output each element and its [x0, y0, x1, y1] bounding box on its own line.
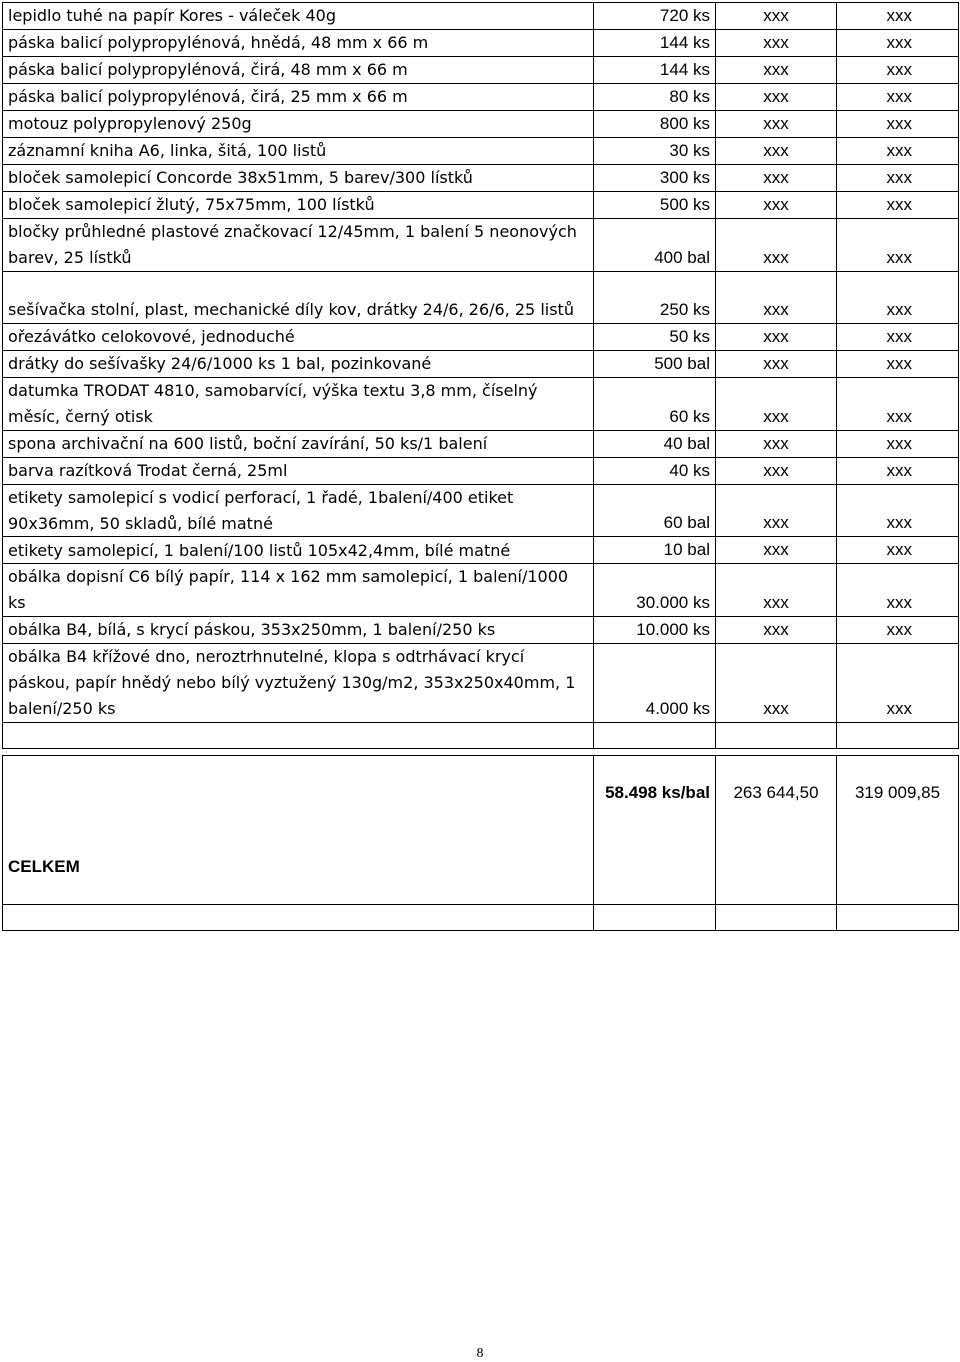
item-unit-price: xxx [716, 57, 837, 84]
table-row [3, 192, 959, 219]
items-table-body [3, 3, 959, 723]
table-row [3, 350, 959, 377]
item-description: lepidlo tuhé na papír Kores - váleček 40g [3, 3, 594, 30]
item-quantity: 800 ks [594, 111, 716, 138]
table-row [3, 377, 959, 430]
item-total-price: xxx [837, 57, 959, 84]
table-row [3, 644, 959, 723]
table-row [3, 111, 959, 138]
item-quantity: 10 bal [594, 537, 716, 564]
summary-row [3, 755, 959, 904]
section-gap [3, 748, 959, 755]
item-total-price: xxx [837, 457, 959, 484]
table-row [3, 323, 959, 350]
item-total-price: xxx [837, 165, 959, 192]
item-quantity: 720 ks [594, 3, 716, 30]
item-quantity: 144 ks [594, 30, 716, 57]
item-total-price: xxx [837, 192, 959, 219]
item-total-price: xxx [837, 430, 959, 457]
table-row [3, 219, 959, 272]
page-number: 8 [476, 1346, 484, 1361]
item-quantity: 60 bal [594, 484, 716, 537]
gap-cell [837, 748, 959, 755]
item-quantity: 40 bal [594, 430, 716, 457]
item-description: páska balicí polypropylénová, čirá, 48 mm x 66 m [3, 57, 594, 84]
item-total-price: xxx [837, 84, 959, 111]
item-description: záznamní kniha A6, linka, šitá, 100 listů [3, 138, 594, 165]
item-quantity: 144 ks [594, 57, 716, 84]
item-quantity: 30.000 ks [594, 564, 716, 617]
gap-cell [716, 748, 837, 755]
item-description: bločky průhledné plastové značkovací 12/45mm, 1 balení 5 neonových barev, 25 lístků [3, 219, 594, 272]
item-quantity: 40 ks [594, 457, 716, 484]
item-description: datumka TRODAT 4810, samobarvící, výška textu 3,8 mm, číselný měsíc, černý otisk [3, 377, 594, 430]
item-description: etikety samolepicí s vodicí perforací, 1 řadé, 1balení/400 etiket 90x36mm, 50 skladů, bílé matné [3, 484, 594, 537]
item-unit-price: xxx [716, 484, 837, 537]
item-unit-price: xxx [716, 271, 837, 323]
empty-cell [837, 722, 959, 748]
item-total-price: xxx [837, 617, 959, 644]
table-row [3, 138, 959, 165]
item-description: páska balicí polypropylénová, hnědá, 48 mm x 66 m [3, 30, 594, 57]
empty-row [3, 722, 959, 748]
item-quantity: 10.000 ks [594, 617, 716, 644]
item-unit-price: xxx [716, 377, 837, 430]
item-description: bloček samolepicí Concorde 38x51mm, 5 barev/300 lístků [3, 165, 594, 192]
item-total-price: xxx [837, 350, 959, 377]
item-unit-price: xxx [716, 323, 837, 350]
item-description: bloček samolepicí žlutý, 75x75mm, 100 lístků [3, 192, 594, 219]
table-row [3, 537, 959, 564]
item-description: obálka B4 křížové dno, neroztrhnutelné, klopa s odtrhávací krycí páskou, papír hnědý nebo bílý vyztužený 130g/m2, 353x250x40mm, 1 balení/250 ks [3, 644, 594, 723]
item-unit-price: xxx [716, 219, 837, 272]
item-description: ořezávátko celokovové, jednoduché [3, 323, 594, 350]
item-total-price: xxx [837, 377, 959, 430]
item-quantity: 300 ks [594, 165, 716, 192]
table-row [3, 564, 959, 617]
empty-cell [594, 722, 716, 748]
summary-price-total: 263 644,50 [716, 755, 837, 904]
item-unit-price: xxx [716, 84, 837, 111]
empty-cell [837, 904, 959, 930]
gap-cell [594, 748, 716, 755]
item-unit-price: xxx [716, 192, 837, 219]
item-total-price: xxx [837, 30, 959, 57]
item-description: motouz polypropylenový 250g [3, 111, 594, 138]
table-row [3, 30, 959, 57]
table-row [3, 457, 959, 484]
summary-quantity: 58.498 ks/bal [594, 755, 716, 904]
item-unit-price: xxx [716, 537, 837, 564]
item-total-price: xxx [837, 644, 959, 723]
item-quantity: 30 ks [594, 138, 716, 165]
item-quantity: 250 ks [594, 271, 716, 323]
item-description: drátky do sešívašky 24/6/1000 ks 1 bal, pozinkované [3, 350, 594, 377]
item-description: sešívačka stolní, plast, mechanické díly kov, drátky 24/6, 26/6, 25 listů [3, 271, 594, 323]
table-row [3, 430, 959, 457]
table-row [3, 617, 959, 644]
item-total-price: xxx [837, 3, 959, 30]
item-unit-price: xxx [716, 165, 837, 192]
item-description: obálka B4, bílá, s krycí páskou, 353x250mm, 1 balení/250 ks [3, 617, 594, 644]
item-unit-price: xxx [716, 564, 837, 617]
item-description: spona archivační na 600 listů, boční zavírání, 50 ks/1 balení [3, 430, 594, 457]
empty-cell [3, 722, 594, 748]
item-quantity: 60 ks [594, 377, 716, 430]
summary-label: CELKEM [3, 755, 594, 904]
gap-cell [3, 748, 594, 755]
item-total-price: xxx [837, 323, 959, 350]
item-total-price: xxx [837, 271, 959, 323]
item-unit-price: xxx [716, 617, 837, 644]
item-unit-price: xxx [716, 138, 837, 165]
item-quantity: 500 ks [594, 192, 716, 219]
item-total-price: xxx [837, 564, 959, 617]
item-quantity: 400 bal [594, 219, 716, 272]
item-total-price: xxx [837, 537, 959, 564]
item-unit-price: xxx [716, 644, 837, 723]
empty-cell [3, 904, 594, 930]
empty-cell [716, 722, 837, 748]
item-description: etikety samolepicí, 1 balení/100 listů 105x42,4mm, bílé matné [3, 537, 594, 564]
item-total-price: xxx [837, 484, 959, 537]
table-row [3, 57, 959, 84]
empty-cell [594, 904, 716, 930]
empty-row [3, 904, 959, 930]
item-quantity: 4.000 ks [594, 644, 716, 723]
item-unit-price: xxx [716, 3, 837, 30]
item-quantity: 80 ks [594, 84, 716, 111]
item-description: obálka dopisní C6 bílý papír, 114 x 162 mm samolepicí, 1 balení/1000 ks [3, 564, 594, 617]
item-unit-price: xxx [716, 30, 837, 57]
summary-section [3, 722, 959, 930]
table-row [3, 3, 959, 30]
item-unit-price: xxx [716, 457, 837, 484]
table-row [3, 484, 959, 537]
item-unit-price: xxx [716, 430, 837, 457]
item-description: páska balicí polypropylénová, čirá, 25 mm x 66 m [3, 84, 594, 111]
item-total-price: xxx [837, 111, 959, 138]
item-total-price: xxx [837, 138, 959, 165]
items-table [2, 2, 959, 931]
summary-total-with-vat: 319 009,85 [837, 755, 959, 904]
item-total-price: xxx [837, 219, 959, 272]
table-row [3, 165, 959, 192]
table-row [3, 271, 959, 323]
item-unit-price: xxx [716, 111, 837, 138]
item-unit-price: xxx [716, 350, 837, 377]
table-row [3, 84, 959, 111]
item-quantity: 500 bal [594, 350, 716, 377]
empty-cell [716, 904, 837, 930]
item-quantity: 50 ks [594, 323, 716, 350]
item-description: barva razítková Trodat černá, 25ml [3, 457, 594, 484]
